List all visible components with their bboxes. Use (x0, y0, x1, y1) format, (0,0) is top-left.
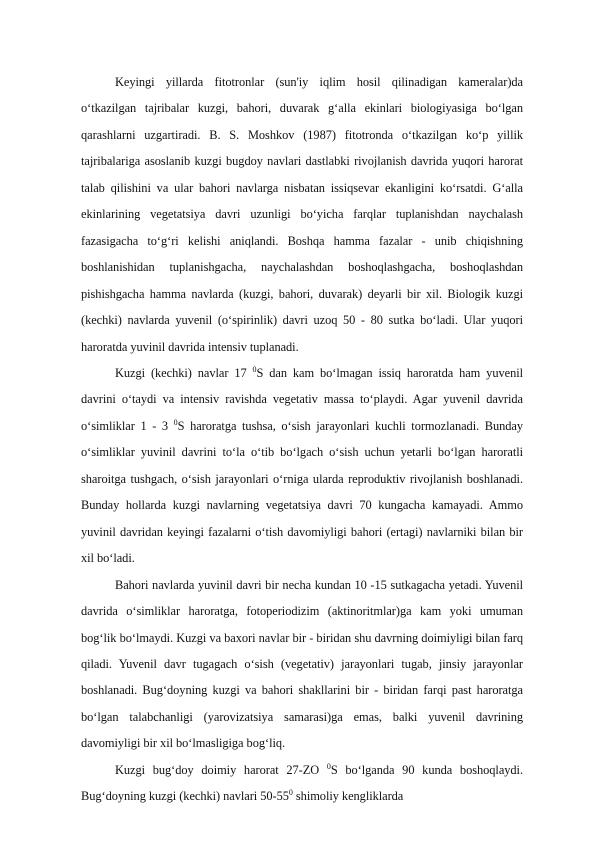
paragraph-4 (81, 757, 523, 810)
p2-text-1: Kuzgi (kechki) navlar 17 (115, 365, 253, 380)
p1-text: Keyingi yillarda fitotronlar (sun'iy iqlim hosil qilinadigan kameralar)da o‘tkazilgan tajribalar kuzgi, bahori, duvarak g‘alla ekinlari biologiyasiga bo‘lgan qarashlarni uzgartiradi. B. S. Moshkov (1987) fitotronda o‘tkazilgan ko‘p yillik tajribalariga asoslanib kuzgi bugdoy navlari dastlabki rivojlanish davrida yuqori harorat talab qilishini va ular bahori navlarga nisbatan issiqsevar ekanligini ko‘rsatdi. G‘alla ekinlarining vegetatsiya davri uzunligi bo‘yicha farqlar tuplanishdan naychalash fazasigacha to‘g‘ri kelishi aniqlandi. Boshqa hamma fazalar - unib chiqishning boshlanishidan tuplanishgacha, naychalashdan boshoqlashgacha, boshoqlashdan pishishgacha hamma navlarda (kuzgi, bahori, duvarak) deyarli bir xil. Biologik kuzgi (kechki) navlarda yuvenil (o‘spirinlik) davri uzoq 50 - 80 sutka bo‘ladi. Ular yuqori haroratda yuvinil davrida intensiv tuplanadi. (81, 75, 523, 354)
p3-text: Bahori navlarda yuvinil davri bir necha kundan 10 -15 sutkagacha yetadi. Yuvenil davrida o‘simliklar haroratga, fotoperiodizim (aktinoritmlar)ga kam yoki umuman bog‘lik bo‘lmaydi. Kuzgi va baxori navlar bir - biridan shu davrning doimiyligi bilan farq qiladi. Yuvenil davr tugagach o‘sish (vegetativ) jarayonlari tugab, jinsiy jarayonlar boshlanadi. Bug‘doyning kuzgi va bahori shakllarini bir - biridan farqi past haroratga bo‘lgan talabchanligi (yarovizatsiya samarasi)ga emas, balki yuvenil davrining davomiyligi bir xil bo‘lmasligiga bog‘liq. (81, 577, 523, 751)
p4-text-1: Kuzgi bug‘doy doimiy harorat 27-ZO (115, 762, 327, 777)
degree-superscript: 0 (252, 364, 257, 374)
p2-text-2: S dan kam bo‘lmagan issiq haroratda ham yuvenil davrini o‘taydi va intensiv ravishda vegetativ massa to‘playdi. Agar yuvenil davrida o‘simliklar 1 - 3 (81, 365, 523, 433)
p2-text-3: S haroratga tushsa, o‘sish jarayonlari kuchli tormozlanadi. Bunday o‘simliklar yuvinil davrini to‘la o‘tib bo‘lgach o‘sish uchun yetarli bo‘lgan haroratli sharoitga tushgach, o‘sish jarayonlari o‘rniga ularda reproduktiv rivojlanish boshlanadi. Bunday hollarda kuzgi navlarning vegetatsiya davri 70 kungacha kamayadi. Ammo yuvinil davridan keyingi fazalarni o‘tish davomiyligi bahori (ertagi) navlarniki bilan bir xil bo‘ladi. (81, 418, 523, 566)
p4-text-3: shimoliy kengliklarda (292, 789, 404, 804)
p4-text-2: S bo‘lganda 90 kunda boshoqlaydi. Bug‘doyning kuzgi (kechki) navlari 50-55 (81, 762, 524, 804)
degree-superscript: 0 (326, 761, 331, 771)
paragraph-3 (81, 572, 523, 757)
degree-superscript: 0 (173, 417, 178, 427)
paragraph-2 (81, 360, 523, 572)
paragraph-1 (81, 69, 523, 360)
degree-superscript: 0 (288, 788, 293, 798)
